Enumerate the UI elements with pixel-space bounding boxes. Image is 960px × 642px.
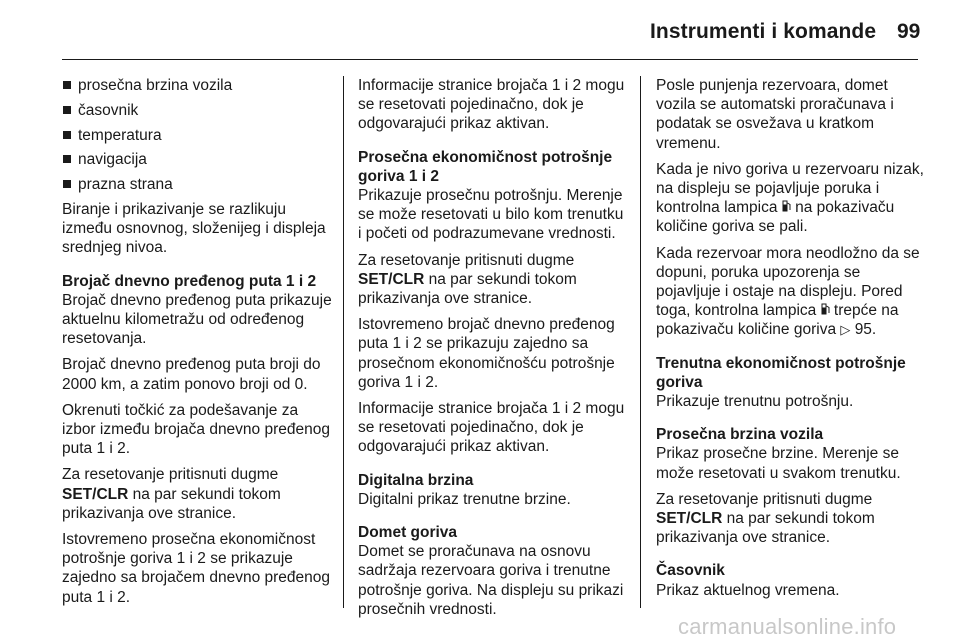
paragraph: Prikazuje prosečnu potrošnju. Merenje se može resetovati u bilo kom trenutku i početi od podrazumevane vrednosti. (358, 187, 624, 243)
text-run: na par sekundi tokom prikazivanja ove stranice. (656, 510, 875, 547)
intro-paragraph: Biranje i prikazivanje se razlikuju između osnovnog, složenijeg i displeja srednjeg nivoa. (62, 200, 326, 257)
paragraph: Posle punjenja rezervoara, domet vozila se automatski proračunava i podatak se osvežava u kratkom vremenu. (656, 77, 894, 152)
list-item: navigacija (62, 150, 334, 169)
text-run: Za resetovanje pritisnuti dugme (358, 251, 575, 269)
paragraph: Informacije stranice brojača 1 i 2 mogu se resetovati pojedinačno, dok je odgovarajući prikaz aktivan. (358, 400, 625, 456)
text-run: na par sekundi tokom prikazivanja ove stranice. (62, 485, 281, 522)
text-run: na par sekundi tokom prikazivanja ove stranice. (358, 270, 577, 308)
display-pages-list (62, 76, 334, 194)
paragraph: Prikaz prosečne brzine. Merenje se može resetovati u svakom trenutku. (656, 445, 901, 482)
text-run: Za resetovanje pritisnuti dugme (656, 490, 873, 508)
section-heading-digital-speed: Digitalna brzina (358, 471, 474, 489)
paragraph (62, 465, 334, 523)
set-clr-label: SET/CLR (656, 510, 723, 528)
paragraph (656, 160, 928, 237)
paragraph: Digitalni prikaz trenutne brzine. (358, 490, 571, 508)
section-heading-average-speed: Prosečna brzina vozila (656, 426, 824, 444)
paragraph: Istovremeno brojač dnevno pređenog puta 1 i 2 se prikazuju zajedno sa prosečnom ekonomičnošću potrošnje goriva 1 i 2. (358, 316, 615, 391)
section-heading-clock: Časovnik (656, 562, 725, 580)
set-clr-label: SET/CLR (358, 270, 425, 288)
paragraph: Brojač dnevno pređenog puta prikazuje aktuelnu kilometražu od određenog resetovanja. (62, 291, 332, 348)
list-item: prazna strana (62, 175, 334, 194)
paragraph: Domet se proračunava na osnovu sadržaja rezervoara goriva i trenutne potrošnje goriva. Na displeju su prikazi prosečnih vrednosti. (358, 543, 624, 618)
section-heading-instant-economy: Trenutna ekonomičnost potrošnje goriva (656, 354, 906, 391)
page-header (0, 0, 960, 58)
fuel-pump-icon (782, 198, 791, 217)
text-run: Kada je nivo goriva u rezervoaru nizak, na displeju se pojavljuje poruka i kontrolna lampica (656, 160, 924, 217)
paragraph (358, 251, 630, 309)
text-run: na pokazivaču količine goriva se pali. (656, 199, 895, 236)
page-title: Instrumenti i komande (650, 20, 877, 43)
section-heading-trip-odometer: Brojač dnevno pređenog puta 1 i 2 (62, 272, 317, 290)
header-divider (62, 59, 918, 60)
text-run: trepće na pokazivaču količine goriva (656, 302, 899, 339)
paragraph: Okrenuti točkić za podešavanje za izbor između brojača dnevno pređenog puta 1 i 2. (62, 401, 330, 458)
paragraph (656, 490, 928, 548)
paragraph: Prikaz aktuelnog vremena. (656, 581, 840, 599)
paragraph: Informacije stranice brojača 1 i 2 mogu se resetovati pojedinačno, dok je odgovarajući prikaz aktivan. (358, 77, 625, 133)
text-run: Kada rezervoar mora neodložno da se dopuni, poruka upozorenja se pojavljuje i ostaje na displeju. Pored toga, kontrolna lampica (656, 244, 920, 320)
list-item: časovnik (62, 101, 334, 120)
column-1 (62, 76, 334, 614)
column-divider-1 (343, 76, 344, 608)
page-reference-link[interactable]: 95. (854, 321, 877, 339)
column-2 (358, 76, 630, 626)
set-clr-label: SET/CLR (62, 485, 129, 503)
fuel-pump-icon (821, 301, 830, 320)
column-3 (656, 76, 928, 607)
list-item: prosečna brzina vozila (62, 76, 334, 95)
section-heading-average-economy: Prosečna ekonomičnost potrošnje goriva 1 i 2 (358, 148, 613, 185)
column-divider-2 (640, 76, 641, 608)
text-run: Za resetovanje pritisnuti dugme (62, 466, 279, 484)
paragraph (656, 244, 928, 340)
arrow-right-icon: ▷ (840, 322, 851, 338)
paragraph: Prikazuje trenutnu potrošnju. (656, 393, 854, 411)
page-number: 99 (897, 20, 921, 43)
list-item: temperatura (62, 126, 334, 145)
watermark: carmanualsonline.info (678, 614, 897, 639)
paragraph: Istovremeno prosečna ekonomičnost potrošnje goriva 1 i 2 se prikazuje zajedno sa brojačem dnevno pređenog puta 1 i 2. (62, 531, 330, 606)
paragraph: Brojač dnevno pređenog puta broji do 2000 km, a zatim ponovo broji od 0. (62, 356, 321, 393)
section-heading-fuel-range: Domet goriva (358, 524, 458, 542)
